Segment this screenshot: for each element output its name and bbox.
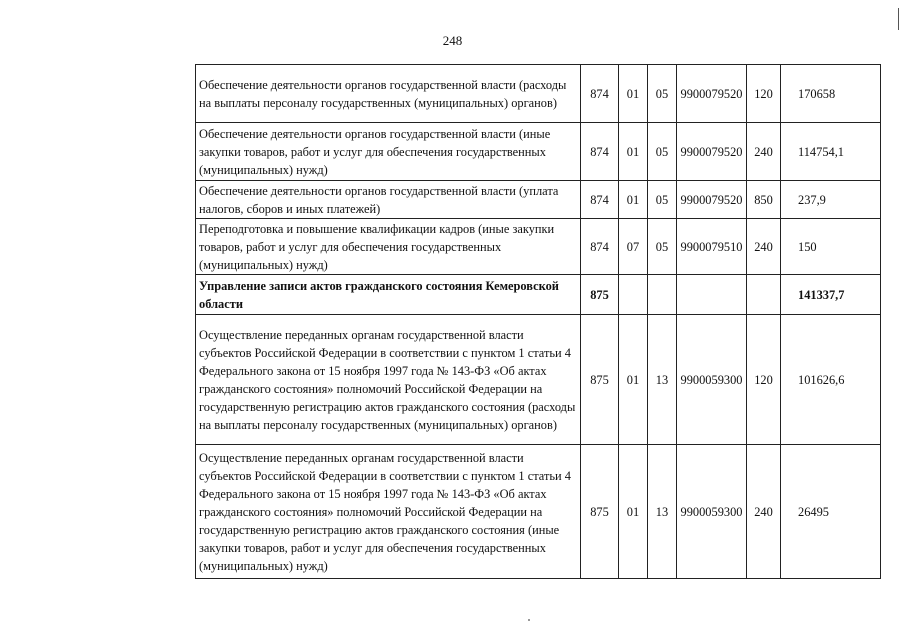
amount: 101626,6 <box>781 315 881 445</box>
scan-edge-mark <box>898 8 899 30</box>
target-article-code <box>677 275 747 315</box>
target-article-code: 9900059300 <box>677 315 747 445</box>
subsection-code: 05 <box>648 219 677 275</box>
target-article-code: 9900079520 <box>677 65 747 123</box>
expense-type-code: 120 <box>747 315 781 445</box>
table-row <box>196 65 881 123</box>
subsection-code: 05 <box>648 65 677 123</box>
department-code: 875 <box>581 315 619 445</box>
department-name: Управление записи актов гражданского состояния Кемеровской области <box>196 275 581 315</box>
department-code: 875 <box>581 445 619 579</box>
department-code: 875 <box>581 275 619 315</box>
target-article-code: 9900079520 <box>677 181 747 219</box>
amount: 26495 <box>781 445 881 579</box>
amount: 237,9 <box>781 181 881 219</box>
department-code: 874 <box>581 219 619 275</box>
department-code: 874 <box>581 123 619 181</box>
table-row <box>196 219 881 275</box>
table-row-section-heading <box>196 275 881 315</box>
expense-type-code: 240 <box>747 219 781 275</box>
subsection-code: 05 <box>648 123 677 181</box>
section-code: 01 <box>619 181 648 219</box>
department-code: 874 <box>581 181 619 219</box>
expense-name: Переподготовка и повышение квалификации кадров (иные закупки товаров, работ и услуг для обеспечения государственных (муниципальных) нужд) <box>196 219 581 275</box>
section-code: 07 <box>619 219 648 275</box>
target-article-code: 9900079510 <box>677 219 747 275</box>
subsection-code: 13 <box>648 445 677 579</box>
department-total: 141337,7 <box>781 275 881 315</box>
section-code <box>619 275 648 315</box>
subsection-code: 13 <box>648 315 677 445</box>
table-row <box>196 123 881 181</box>
section-code: 01 <box>619 445 648 579</box>
expense-type-code: 240 <box>747 445 781 579</box>
section-code: 01 <box>619 315 648 445</box>
expense-name: Обеспечение деятельности органов государственной власти (расходы на выплаты персоналу государственных (муниципальных) органов) <box>196 65 581 123</box>
expense-name: Осуществление переданных органам государственной власти субъектов Российской Федерации в соответствии с пунктом 1 статьи 4 Федерального закона от 15 ноября 1997 года № 143-ФЗ «Об актах гражданского состояния» полномочий Российской Федерации на государственную регистрацию актов гражданского состояния (иные закупки товаров, работ и услуг для обеспечения государственных (муниципальных) нужд) <box>196 445 581 579</box>
section-code: 01 <box>619 65 648 123</box>
section-code: 01 <box>619 123 648 181</box>
amount: 170658 <box>781 65 881 123</box>
expense-type-code: 850 <box>747 181 781 219</box>
table-body <box>196 65 881 579</box>
budget-table <box>195 64 881 579</box>
expense-name: Осуществление переданных органам государственной власти субъектов Российской Федерации в соответствии с пунктом 1 статьи 4 Федерального закона от 15 ноября 1997 года № 143-ФЗ «Об актах гражданского состояния» полномочий Российской Федерации на государственную регистрацию актов гражданского состояния (расходы на выплаты персоналу государственных (муниципальных) органов) <box>196 315 581 445</box>
amount: 150 <box>781 219 881 275</box>
expense-name: Обеспечение деятельности органов государственной власти (иные закупки товаров, работ и услуг для обеспечения государственных (муниципальных) нужд) <box>196 123 581 181</box>
expense-type-code: 120 <box>747 65 781 123</box>
table-row <box>196 315 881 445</box>
expense-type-code <box>747 275 781 315</box>
target-article-code: 9900079520 <box>677 123 747 181</box>
table-row <box>196 181 881 219</box>
subsection-code: 05 <box>648 181 677 219</box>
department-code: 874 <box>581 65 619 123</box>
scan-speck <box>528 619 530 621</box>
amount: 114754,1 <box>781 123 881 181</box>
target-article-code: 9900059300 <box>677 445 747 579</box>
subsection-code <box>648 275 677 315</box>
table-row <box>196 445 881 579</box>
page-number: 248 <box>442 33 463 48</box>
expense-type-code: 240 <box>747 123 781 181</box>
expense-name: Обеспечение деятельности органов государственной власти (уплата налогов, сборов и иных платежей) <box>196 181 581 219</box>
